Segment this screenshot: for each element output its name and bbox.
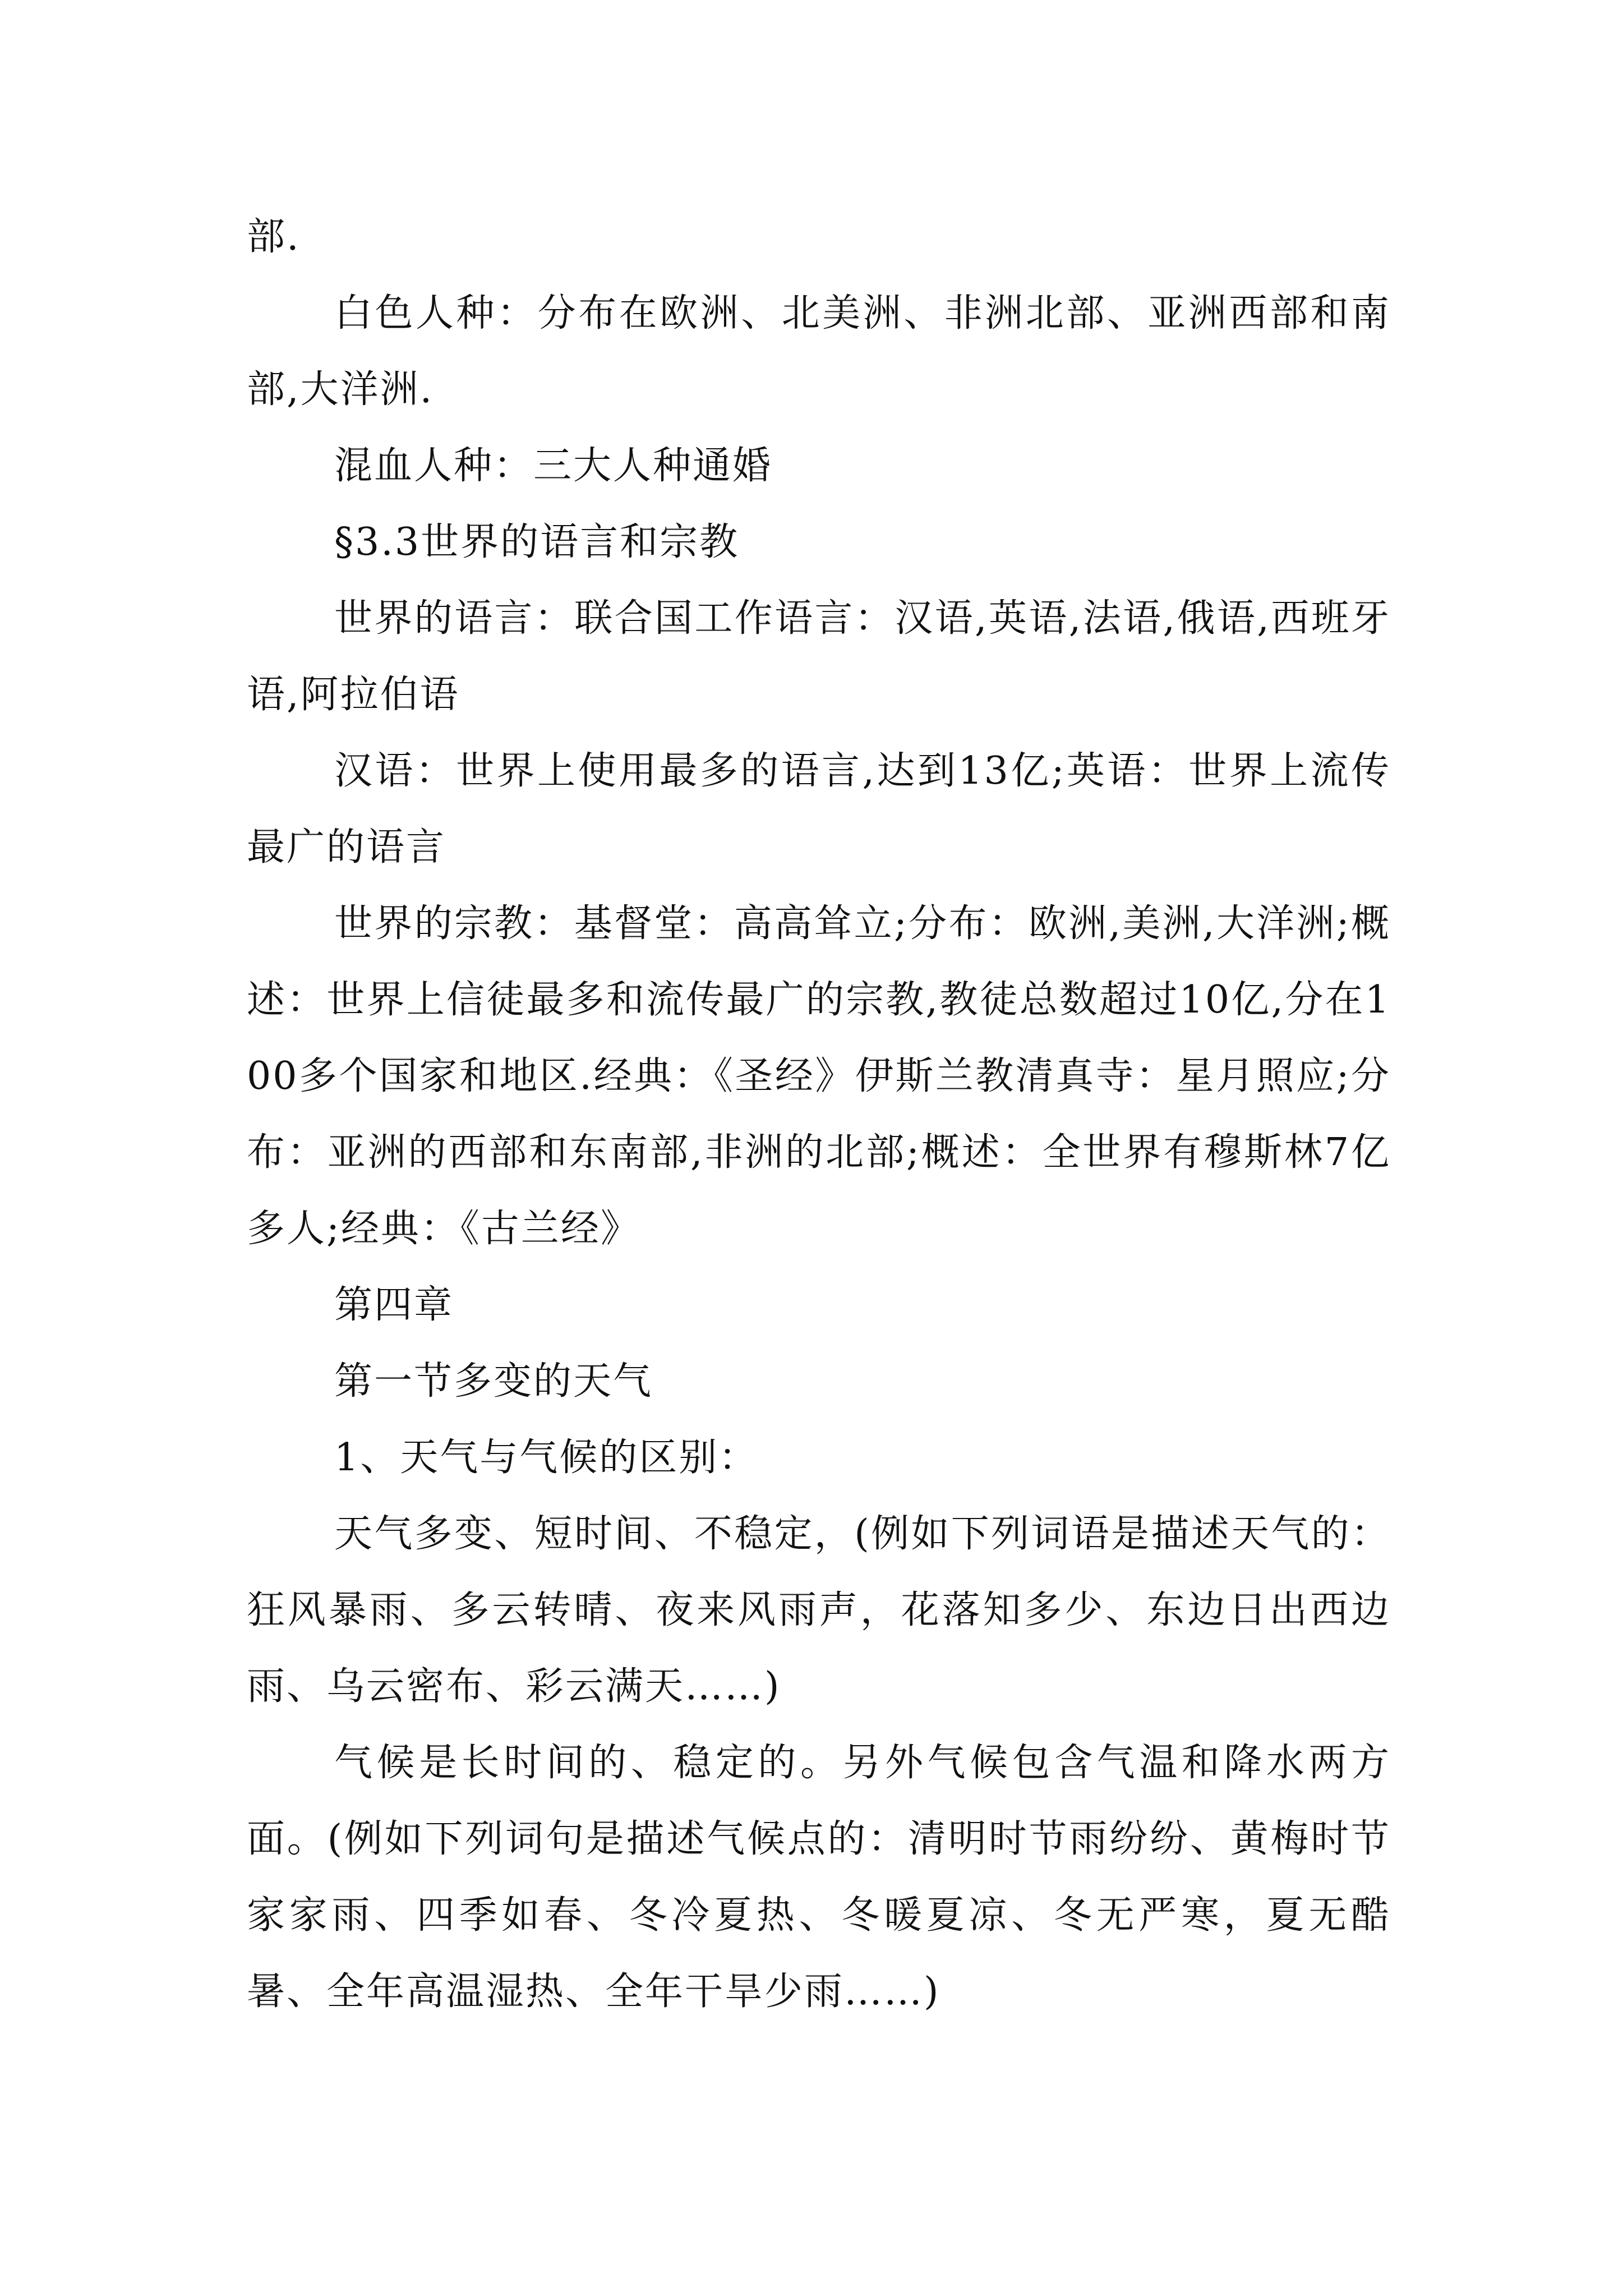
paragraph: 天气多变、短时间、不稳定，(例如下列词语是描述天气的：狂风暴雨、多云转晴、夜来风雨声，花落知多少、东边日出西边雨、乌云密布、彩云满天……) (247, 1512, 1391, 1709)
paragraph: 白色人种：分布在欧洲、北美洲、非洲北部、亚洲西部和南部,大洋洲. (247, 291, 1391, 412)
section-heading: 第一节多变的天气 (334, 1359, 653, 1404)
chapter-heading: 第四章 (334, 1283, 454, 1327)
paragraph: 汉语：世界上使用最多的语言,达到13亿;英语：世界上流传最广的语言 (247, 749, 1391, 869)
section-heading: §3.3世界的语言和宗教 (334, 520, 740, 564)
paragraph: 气候是长时间的、稳定的。另外气候包含气温和降水两方面。(例如下列词句是描述气候点的：清明时节雨纷纷、黄梅时节家家雨、四季如春、冬冷夏热、冬暖夏凉、冬无严寒，夏无酷暑、全年高温湿热、全年干旱少雨……) (247, 1741, 1391, 2014)
paragraph: 部. (247, 215, 301, 259)
paragraph: 世界的宗教：基督堂：高高耸立;分布：欧洲,美洲,大洋洲;概述：世界上信徒最多和流传最广的宗教,教徒总数超过10亿,分在100多个国家和地区.经典：《圣经》伊斯兰教清真寺：星月照应;分布：亚洲的西部和东南部,非洲的北部;概述：全世界有穆斯林7亿多人;经典：《古兰经》 (247, 901, 1391, 1251)
page-body (247, 199, 1391, 2030)
paragraph: 世界的语言：联合国工作语言：汉语,英语,法语,俄语,西班牙语,阿拉伯语 (247, 596, 1391, 717)
paragraph: 1、天气与气候的区别： (334, 1435, 759, 1480)
paragraph: 混血人种：三大人种通婚 (334, 444, 773, 488)
